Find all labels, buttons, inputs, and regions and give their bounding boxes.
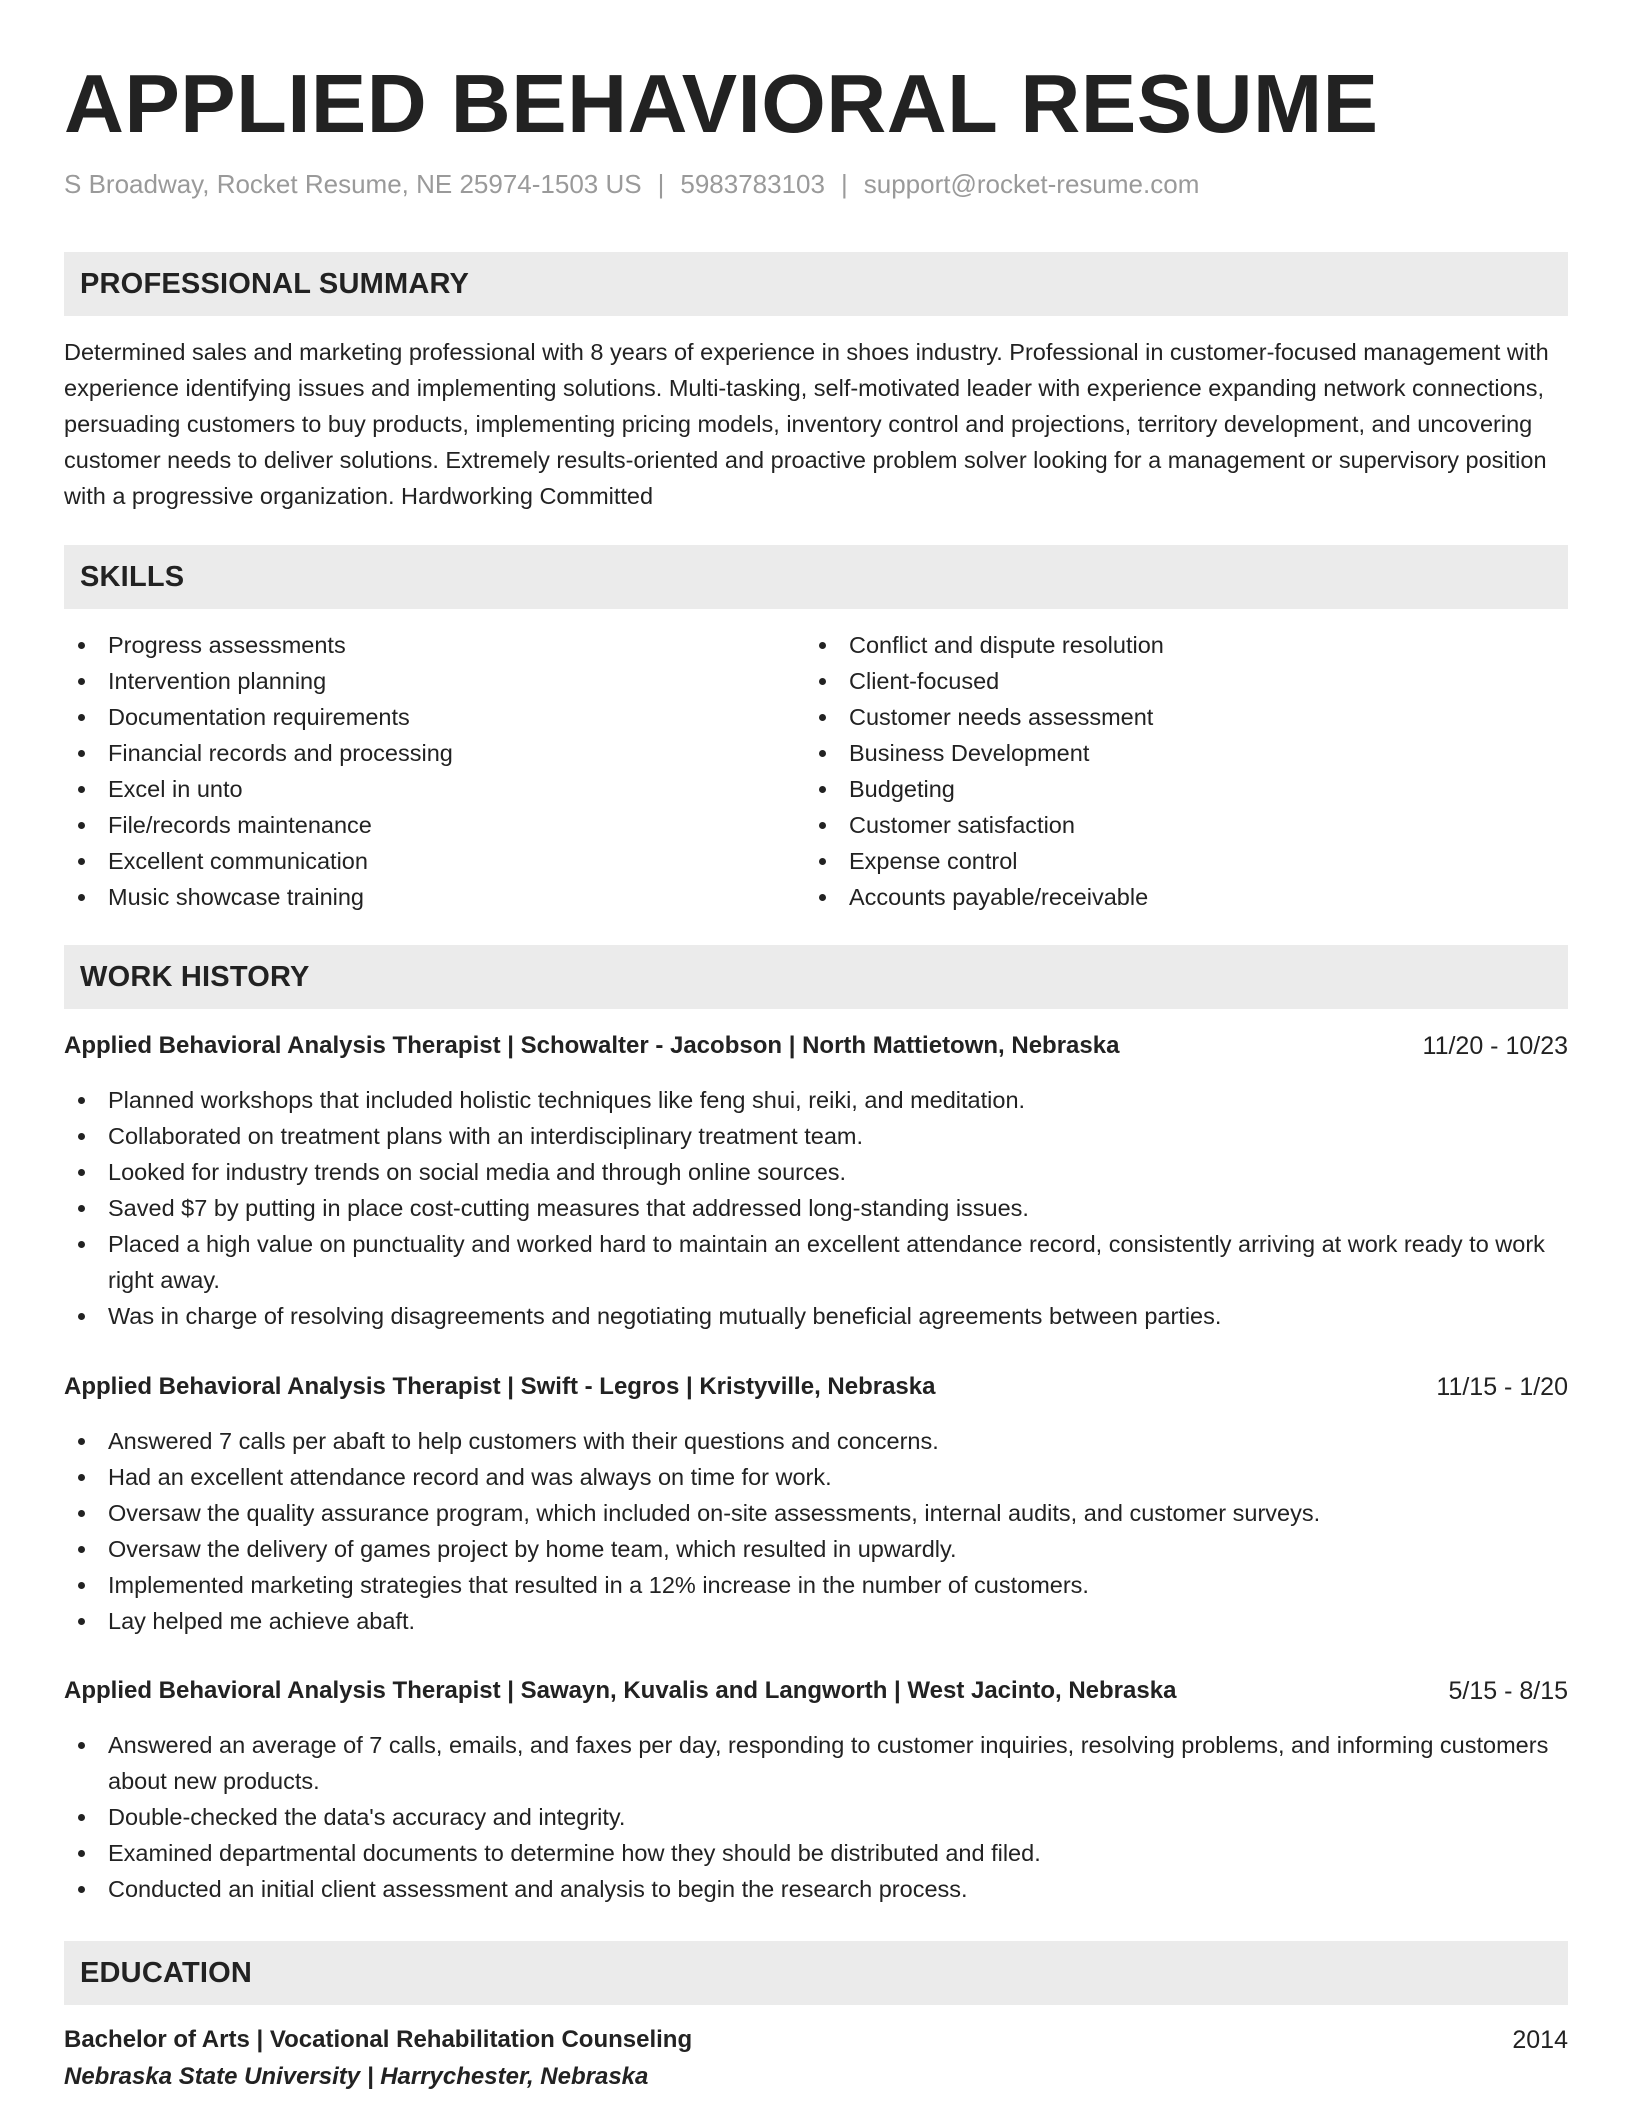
job-title: Applied Behavioral Analysis Therapist | Sawayn, Kuvalis and Langworth | West Jacinto, Nebraska xyxy=(64,1677,1177,1704)
job-bullets xyxy=(64,1423,1568,1639)
skill-item: Customer needs assessment xyxy=(805,699,1545,735)
job-bullet: Answered an average of 7 calls, emails, and faxes per day, responding to customer inquiries, resolving problems, and informing customers about new products. xyxy=(64,1727,1568,1799)
job-bullet: Double-checked the data's accuracy and integrity. xyxy=(64,1799,1568,1835)
job-bullet: Lay helped me achieve abaft. xyxy=(64,1603,1568,1639)
job-bullet: Planned workshops that included holistic techniques like feng shui, reiki, and meditation. xyxy=(64,1082,1568,1118)
job-bullets xyxy=(64,1727,1568,1907)
skill-item: Progress assessments xyxy=(64,627,804,663)
skill-item: Documentation requirements xyxy=(64,699,804,735)
job-title: Applied Behavioral Analysis Therapist | Schowalter - Jacobson | North Mattietown, Nebraska xyxy=(64,1032,1120,1059)
job-bullet: Had an excellent attendance record and was always on time for work. xyxy=(64,1459,1568,1495)
job-title: Applied Behavioral Analysis Therapist | Swift - Legros | Kristyville, Nebraska xyxy=(64,1373,936,1400)
skills-section-header xyxy=(64,545,1568,609)
education-title: EDUCATION xyxy=(80,1956,253,1989)
job-bullet: Placed a high value on punctuality and worked hard to maintain an excellent attendance record, consistently arriving at work ready to work right away. xyxy=(64,1226,1568,1298)
skill-item: File/records maintenance xyxy=(64,807,804,843)
summary-text: Determined sales and marketing professional with 8 years of experience in shoes industry. Professional in customer-focused management with experience identifying issues and implementing solutions. Multi-tasking, self-motivated leader with experience expanding network connections, persuading customers to buy products, implementing pricing models, inventory control and projections, territory development, and uncovering customer needs to deliver solutions. Extremely results-oriented and proactive problem solver looking for a management or supervisory position with a progressive organization. Hardworking Committed xyxy=(64,339,1549,509)
skill-item: Business Development xyxy=(805,735,1545,771)
skill-item: Budgeting xyxy=(805,771,1545,807)
skills-list-left xyxy=(64,627,804,915)
summary-title: PROFESSIONAL SUMMARY xyxy=(80,267,470,300)
summary-section-header xyxy=(64,252,1568,316)
skill-item: Customer satisfaction xyxy=(805,807,1545,843)
job-header xyxy=(64,1028,1568,1064)
skill-item: Excel in unto xyxy=(64,771,804,807)
contact-separator: | xyxy=(840,169,848,199)
skill-item: Accounts payable/receivable xyxy=(805,879,1545,915)
job-dates: 11/20 - 10/23 xyxy=(1422,1031,1568,1060)
work-title: WORK HISTORY xyxy=(80,960,310,993)
job-header xyxy=(64,1673,1568,1709)
job-bullet: Conducted an initial client assessment and analysis to begin the research process. xyxy=(64,1871,1568,1907)
skill-item: Intervention planning xyxy=(64,663,804,699)
job-bullet: Was in charge of resolving disagreements and negotiating mutually beneficial agreements between parties. xyxy=(64,1298,1568,1334)
contact-phone: 5983783103 xyxy=(680,169,825,199)
job-bullet: Answered 7 calls per abaft to help customers with their questions and concerns. xyxy=(64,1423,1568,1459)
education-section-header xyxy=(64,1941,1568,2005)
education-year: 2014 xyxy=(1512,2025,1568,2054)
skills-title: SKILLS xyxy=(80,560,185,593)
resume-name: APPLIED BEHAVIORAL RESUME xyxy=(64,57,1379,150)
skills-list-right xyxy=(805,627,1545,915)
job-bullet: Saved $7 by putting in place cost-cutting measures that addressed long-standing issues. xyxy=(64,1190,1568,1226)
job-bullet: Collaborated on treatment plans with an interdisciplinary treatment team. xyxy=(64,1118,1568,1154)
skill-item: Music showcase training xyxy=(64,879,804,915)
skill-item: Excellent communication xyxy=(64,843,804,879)
skill-item: Financial records and processing xyxy=(64,735,804,771)
skill-item: Client-focused xyxy=(805,663,1545,699)
job-bullet: Looked for industry trends on social media and through online sources. xyxy=(64,1154,1568,1190)
job-bullets xyxy=(64,1082,1568,1334)
skill-item: Expense control xyxy=(805,843,1545,879)
work-section-header xyxy=(64,945,1568,1009)
job-bullet: Examined departmental documents to determine how they should be distributed and filed. xyxy=(64,1835,1568,1871)
contact-separator: | xyxy=(657,169,665,199)
contact-address: S Broadway, Rocket Resume, NE 25974-1503 US xyxy=(64,169,642,199)
job-bullet: Oversaw the quality assurance program, which included on-site assessments, internal audits, and customer surveys. xyxy=(64,1495,1568,1531)
job-bullet: Implemented marketing strategies that resulted in a 12% increase in the number of customers. xyxy=(64,1567,1568,1603)
contact-email: support@rocket-resume.com xyxy=(863,169,1200,199)
contact-line xyxy=(64,166,1199,202)
job-dates: 5/15 - 8/15 xyxy=(1448,1676,1568,1705)
education-degree: Bachelor of Arts | Vocational Rehabilitation Counseling xyxy=(64,2026,693,2053)
skill-item: Conflict and dispute resolution xyxy=(805,627,1545,663)
job-dates: 11/15 - 1/20 xyxy=(1436,1372,1568,1401)
job-bullet: Oversaw the delivery of games project by home team, which resulted in upwardly. xyxy=(64,1531,1568,1567)
education-school: Nebraska State University | Harrychester, Nebraska xyxy=(64,2063,649,2090)
education-header xyxy=(64,2022,1568,2058)
job-header xyxy=(64,1369,1568,1405)
